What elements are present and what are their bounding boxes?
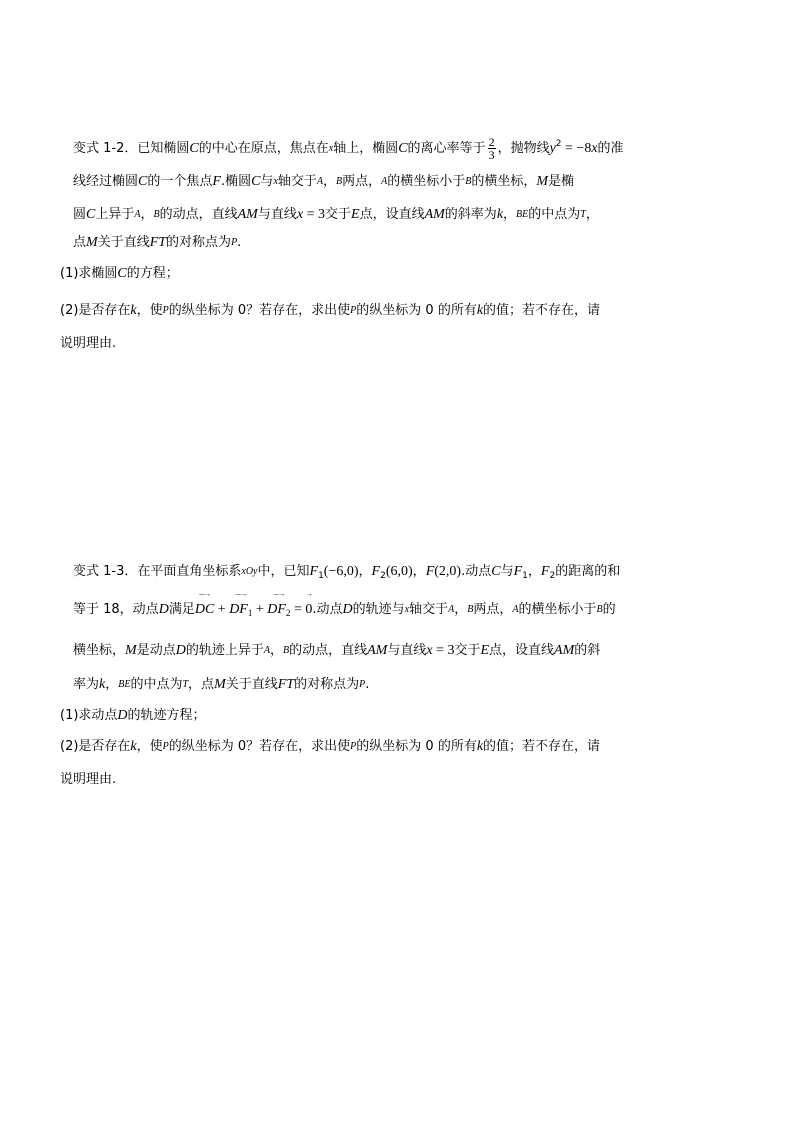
math-var: C xyxy=(189,141,199,156)
text: 点 xyxy=(73,235,87,250)
text: 轴交于 xyxy=(277,174,317,189)
subscript: 2 xyxy=(380,571,386,581)
text: 的轨迹上异于 xyxy=(185,643,264,658)
text: 的纵坐标为 0？若存在，求出使 xyxy=(168,303,351,318)
vector-arrow-icon: ‒‒→ xyxy=(235,590,247,598)
math-var: M xyxy=(86,235,98,250)
math-var: BE xyxy=(516,209,529,220)
math-var: k xyxy=(476,303,484,318)
math-var: P xyxy=(359,679,366,690)
text: 满足 xyxy=(168,602,195,617)
math-var: B xyxy=(467,604,474,615)
text: ，使 xyxy=(136,739,163,754)
math-expr: (6,0) xyxy=(385,564,413,579)
math-var: M xyxy=(125,643,137,658)
math-var: A xyxy=(512,604,519,615)
subscript: 1 xyxy=(522,571,528,581)
text: 点，设直线 xyxy=(359,207,425,222)
problem-1-line-3 xyxy=(73,205,599,225)
math-var: D xyxy=(342,602,353,617)
math-var: F xyxy=(513,564,523,579)
text: ，点 xyxy=(188,677,215,692)
problem-2-question-2 xyxy=(60,737,600,757)
problem-1-line-1 xyxy=(73,135,624,162)
math-var: x xyxy=(404,604,410,615)
text: 线经过椭圆 xyxy=(73,174,139,189)
text: .椭圆 xyxy=(220,174,252,189)
text: (1)求椭圆 xyxy=(60,266,118,281)
math-var: M xyxy=(214,677,226,692)
math-var: E xyxy=(480,643,490,658)
text: ，使 xyxy=(136,303,163,318)
problem-1-question-2-cont xyxy=(60,334,116,354)
math-var: AM xyxy=(237,207,258,222)
problem-2-question-1 xyxy=(60,706,206,726)
problem-2-line-3 xyxy=(73,641,600,661)
problem-2-question-2-cont xyxy=(60,770,116,790)
vector-df2 xyxy=(267,590,291,620)
math-var: C xyxy=(117,266,127,281)
text: 的中心在原点，焦点在 xyxy=(198,141,329,156)
math-var: k xyxy=(496,207,504,222)
math-var: F xyxy=(540,564,550,579)
text: 上异于 xyxy=(95,207,135,222)
math-var: C xyxy=(138,174,148,189)
subscript: 1 xyxy=(247,608,253,618)
text: 的轨迹方程； xyxy=(127,708,206,723)
vector-arrow-icon: ‒‒→ xyxy=(199,590,211,598)
text: 等于 18，动点 xyxy=(73,602,159,617)
text: 轴交于 xyxy=(409,602,449,617)
text: 的方程； xyxy=(126,266,179,281)
vector-df1 xyxy=(229,590,253,620)
text: 的对称点为 xyxy=(294,677,360,692)
math-op: = xyxy=(290,602,306,617)
vector-zero xyxy=(305,590,313,620)
text: 的纵坐标为 0 的所有 xyxy=(356,739,477,754)
text: 关于直线 xyxy=(225,677,278,692)
problem-1-line-4 xyxy=(73,233,241,253)
math-var: DC xyxy=(194,602,215,617)
subscript: 2 xyxy=(549,571,556,581)
math-var: D xyxy=(158,602,169,617)
math-var: x xyxy=(591,141,598,156)
math-expr: = −8 xyxy=(561,141,592,156)
problem-2-line-1 xyxy=(73,562,620,582)
math-var: D xyxy=(175,643,186,658)
problem-1-line-2 xyxy=(73,172,574,192)
text: 的横坐标小于 xyxy=(518,602,597,617)
text: 的横坐标， xyxy=(471,174,537,189)
text: .动点 xyxy=(461,564,492,579)
math-var: B xyxy=(465,176,472,187)
text: 的动点，直线 xyxy=(289,643,368,658)
math-op: + xyxy=(252,602,268,617)
math-var: A xyxy=(381,176,388,187)
superscript: 2 xyxy=(555,139,562,149)
problem-1-question-1 xyxy=(60,264,179,284)
math-var: P xyxy=(162,741,169,752)
vector-arrow-icon: → xyxy=(305,590,312,598)
text: 的横坐标小于 xyxy=(387,174,466,189)
text: 与直线 xyxy=(387,643,427,658)
fraction-denominator: 3 xyxy=(488,148,495,162)
math-var: A xyxy=(316,176,324,187)
math-var: x xyxy=(426,643,433,658)
math-var: C xyxy=(491,564,501,579)
math-var: B xyxy=(336,176,343,187)
text: . xyxy=(365,677,370,692)
text: 的距离的和 xyxy=(555,564,621,579)
text: 轴上，椭圆 xyxy=(333,141,399,156)
math-var: A xyxy=(134,209,141,220)
problem-1-label: 变式 1-2．已知椭圆 xyxy=(73,141,190,156)
text: 是动点 xyxy=(136,643,176,658)
math-op: + xyxy=(214,602,230,617)
text: 是椭 xyxy=(548,174,575,189)
fraction-numerator: 2 xyxy=(488,135,495,149)
math-var: P xyxy=(350,741,357,752)
text: 交于 xyxy=(454,643,481,658)
subscript: 1 xyxy=(318,571,324,581)
math-expr: (−6,0) xyxy=(323,564,359,579)
text: 的斜 xyxy=(574,643,601,658)
math-var: y xyxy=(549,141,556,156)
math-var: x xyxy=(296,207,304,222)
math-var: k xyxy=(99,677,106,692)
math-var: M xyxy=(536,174,549,189)
text: 的轨迹与 xyxy=(352,602,405,617)
math-var: P xyxy=(231,237,238,248)
math-var: AM xyxy=(424,207,445,222)
problem-2-line-4 xyxy=(73,675,369,695)
math-var: B xyxy=(596,604,603,615)
text: ， xyxy=(358,564,372,579)
math-var: F xyxy=(371,564,381,579)
text: 与 xyxy=(260,174,274,189)
text: 两点， xyxy=(342,174,382,189)
text: 点，设直线 xyxy=(489,643,555,658)
text: 与 xyxy=(500,564,514,579)
math-var: FT xyxy=(149,235,167,250)
problem-1-question-2 xyxy=(60,301,600,321)
text: 率为 xyxy=(73,677,100,692)
text: 的值；若不存在，请 xyxy=(483,303,601,318)
problem-2-label: 变式 1-3．在平面直角坐标系 xyxy=(73,564,242,579)
text: ， xyxy=(269,643,283,658)
text: 中，已知 xyxy=(257,564,310,579)
text: ， xyxy=(412,564,426,579)
math-var: k xyxy=(476,739,484,754)
text: 与直线 xyxy=(257,207,297,222)
math-var: C xyxy=(398,141,408,156)
text: 圆 xyxy=(73,207,87,222)
math-var: A xyxy=(448,604,455,615)
text: ， xyxy=(140,207,154,222)
text: 的值；若不存在，请 xyxy=(483,739,601,754)
math-var: x xyxy=(273,176,278,187)
vector-dc xyxy=(194,590,215,620)
text: 的对称点为 xyxy=(166,235,232,250)
math-var: F xyxy=(309,564,319,579)
text: (2)是否存在 xyxy=(60,739,131,754)
text: 的 xyxy=(602,602,616,617)
math-var: A xyxy=(263,645,270,656)
text: 的离心率等于 xyxy=(407,141,486,156)
math-var: T xyxy=(580,209,586,220)
math-var: F xyxy=(425,564,435,579)
math-var: BE xyxy=(118,679,131,690)
math-var: FT xyxy=(277,677,295,692)
text: 关于直线 xyxy=(97,235,150,250)
text: ， xyxy=(503,207,517,222)
subscript: 2 xyxy=(285,608,291,618)
math-var: P xyxy=(162,305,169,316)
text: 横坐标， xyxy=(73,643,126,658)
text: 的中点为 xyxy=(130,677,183,692)
text: ， xyxy=(585,207,599,222)
math-expr: = 3 xyxy=(432,643,455,658)
text: 的动点，直线 xyxy=(159,207,238,222)
math-expr: (2,0) xyxy=(434,564,462,579)
math-var: E xyxy=(351,207,360,222)
math-var: T xyxy=(182,679,189,690)
text: . xyxy=(237,235,242,250)
math-var: x xyxy=(328,143,334,154)
math-var: B xyxy=(153,209,160,220)
text: 的准 xyxy=(597,141,624,156)
fraction-eccentricity xyxy=(488,136,496,161)
text: 说明理由. xyxy=(60,772,117,787)
math-var: 0 xyxy=(305,602,313,617)
text: (2)是否存在 xyxy=(60,303,131,318)
math-var: AM xyxy=(367,643,388,658)
text: ， xyxy=(527,564,541,579)
text: 说明理由. xyxy=(60,336,117,351)
math-var: F xyxy=(212,174,221,189)
math-var: k xyxy=(130,303,137,318)
vector-arrow-icon: ‒‒→ xyxy=(273,590,285,598)
problem-2-line-2 xyxy=(73,590,616,620)
math-var: B xyxy=(282,645,290,656)
text: 的一个焦点 xyxy=(147,174,213,189)
text: (1)求动点 xyxy=(60,708,118,723)
math-var: k xyxy=(130,739,137,754)
text: 的纵坐标为 0？若存在，求出使 xyxy=(168,739,351,754)
text: 两点， xyxy=(473,602,513,617)
math-expr: = 3 xyxy=(303,207,325,222)
math-var: P xyxy=(350,305,357,316)
text: ， xyxy=(323,174,337,189)
text: 的中点为 xyxy=(528,207,581,222)
math-var: D xyxy=(117,708,128,723)
text: .动点 xyxy=(312,602,343,617)
math-var: AM xyxy=(554,643,575,658)
math-var: xOy xyxy=(241,566,258,577)
math-var: C xyxy=(86,207,96,222)
text: 的斜率为 xyxy=(444,207,497,222)
math-var: DF xyxy=(267,602,286,617)
text: 交于 xyxy=(324,207,351,222)
text: ， xyxy=(105,677,119,692)
text: ， xyxy=(454,602,468,617)
math-var: C xyxy=(251,174,261,189)
text: 的纵坐标为 0 的所有 xyxy=(356,303,477,318)
math-var: DF xyxy=(229,602,248,617)
text: ，抛物线 xyxy=(497,141,550,156)
